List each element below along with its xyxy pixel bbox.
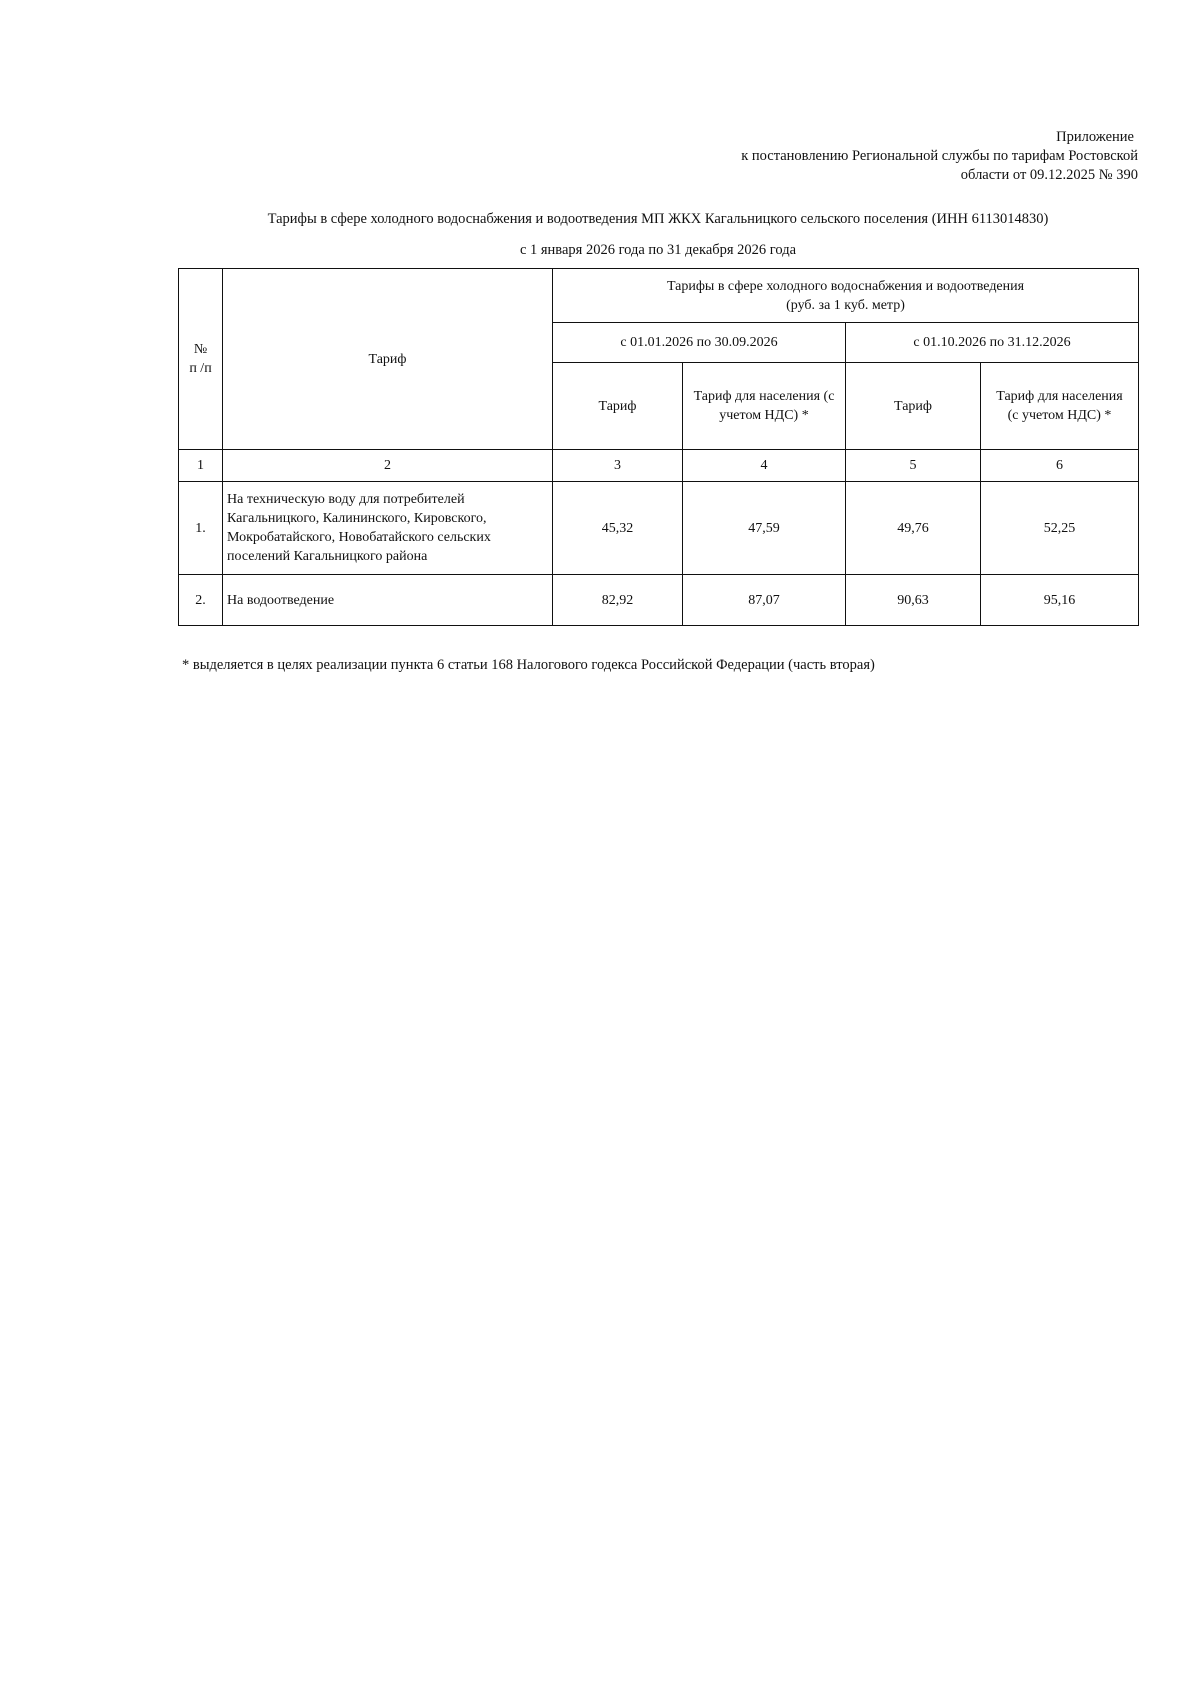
appendix-line-1: Приложение (1056, 129, 1134, 145)
row-1-population-p2: 52,25 (981, 482, 1139, 575)
row-1-name-line-4: поселений Кагальницкого района (227, 549, 428, 564)
sub-population-p1 (683, 363, 846, 450)
row-1-name (223, 482, 553, 575)
sub-tariff-p1: Тариф (553, 363, 683, 450)
col-no-line-1: № (193, 342, 208, 357)
index-cell-1: 1 (179, 450, 223, 482)
sub-tariff-p2: Тариф (846, 363, 981, 450)
row-1-no: 1. (179, 482, 223, 575)
group-header (553, 269, 1139, 323)
sub-population-p2 (981, 363, 1139, 450)
table-row (179, 482, 1139, 575)
index-cell-6: 6 (981, 450, 1139, 482)
row-2-no: 2. (179, 575, 223, 626)
row-1-population-p1: 47,59 (683, 482, 846, 575)
sub-population-p2-line-1: Тариф для населения (996, 389, 1123, 404)
row-2-population-p2: 95,16 (981, 575, 1139, 626)
document-title: Тарифы в сфере холодного водоснабжения и водоотведения МП ЖКХ Кагальницкого сельского поселения (ИНН 6113014830) (267, 211, 1049, 227)
appendix-line-2: к постановлению Региональной службы по тарифам Ростовской (741, 148, 1138, 164)
index-cell-3: 3 (553, 450, 683, 482)
index-cell-2: 2 (223, 450, 553, 482)
row-2-tariff-p2: 90,63 (846, 575, 981, 626)
period-1-header: с 01.01.2026 по 30.09.2026 (553, 323, 846, 363)
period-2-header: с 01.10.2026 по 31.12.2026 (846, 323, 1139, 363)
index-cell-5: 5 (846, 450, 981, 482)
table-header-row (179, 269, 1139, 323)
row-2-tariff-p1: 82,92 (553, 575, 683, 626)
group-header-line-1: Тарифы в сфере холодного водоснабжения и водоотведения (666, 278, 1025, 294)
tariff-table (178, 268, 1139, 626)
row-1-tariff-p1: 45,32 (553, 482, 683, 575)
row-2-population-p1: 87,07 (683, 575, 846, 626)
col-tariff-header: Тариф (223, 269, 553, 450)
appendix-header (741, 128, 1138, 185)
table-row (179, 575, 1139, 626)
col-no-header (179, 269, 223, 450)
index-cell-4: 4 (683, 450, 846, 482)
document-period: с 1 января 2026 года по 31 декабря 2026 года (519, 242, 797, 258)
footnote: * выделяется в целях реализации пункта 6 статьи 168 Налогового годекса Российской Федерации (часть вторая) (182, 657, 875, 673)
group-header-line-2: (руб. за 1 куб. метр) (786, 297, 905, 313)
row-1-name-line-3: Мокробатайского, Новобатайского сельских (227, 530, 491, 545)
row-2-name: На водоотведение (223, 575, 553, 626)
sub-population-p1-line-1: Тариф для населения (с (693, 389, 835, 404)
table-index-row (179, 450, 1139, 482)
row-1-name-line-2: Кагальницкого, Калининского, Кировского, (227, 511, 487, 526)
sub-population-p2-line-2: (с учетом НДС) * (1007, 408, 1112, 423)
sub-population-p1-line-2: учетом НДС) * (719, 408, 809, 423)
col-no-line-2: п /п (189, 361, 212, 376)
row-1-name-line-1: На техническую воду для потребителей (227, 492, 465, 507)
appendix-line-3: области от 09.12.2025 № 390 (960, 167, 1138, 183)
row-1-tariff-p2: 49,76 (846, 482, 981, 575)
